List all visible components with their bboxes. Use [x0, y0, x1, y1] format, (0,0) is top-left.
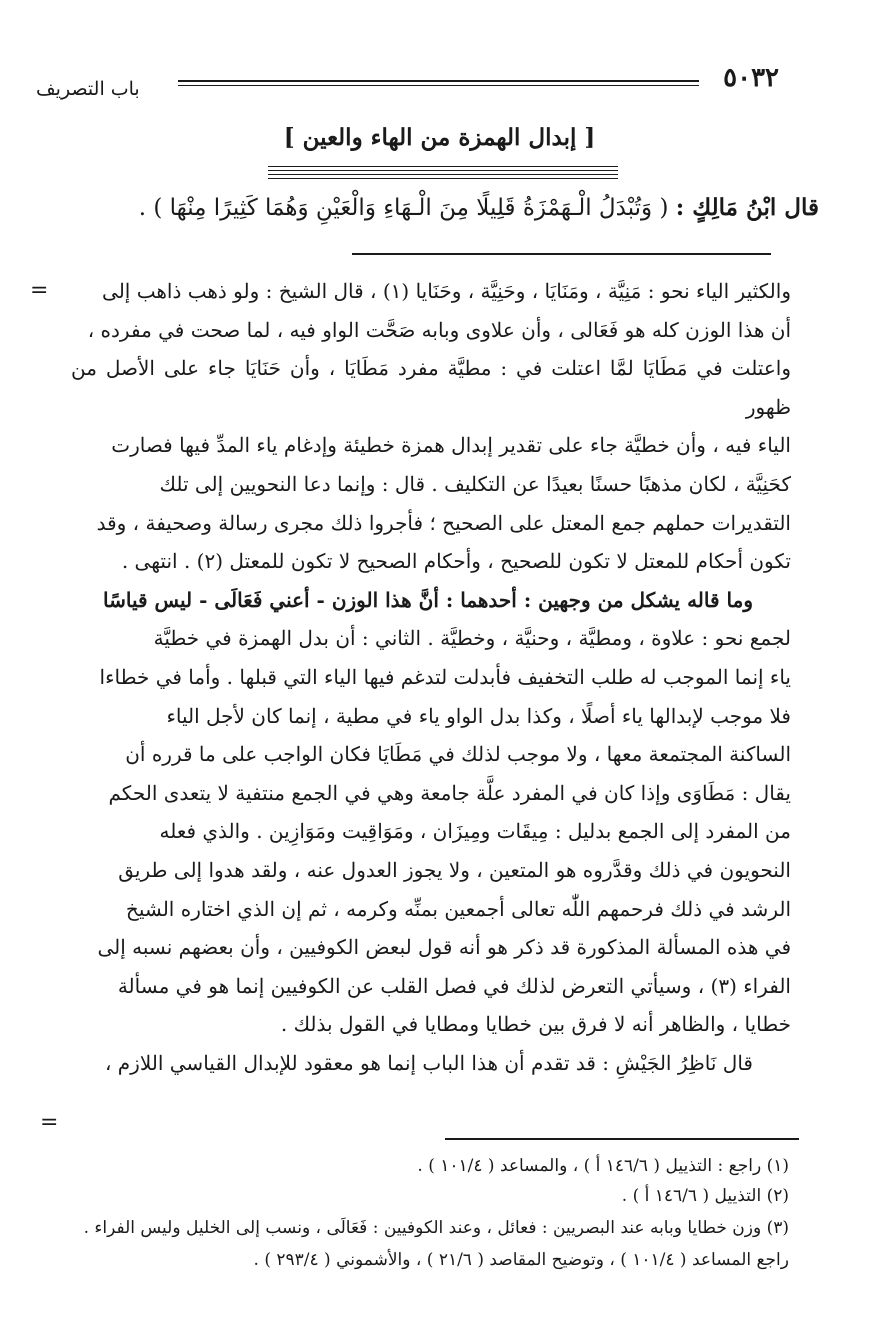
p2-line: الساكنة المجتمعة معها ، ولا موجب لذلك في مَطَايَا فكان الواجب على ما قرره أن	[125, 742, 791, 767]
title-rule-3	[268, 174, 618, 175]
continuation-mark-top: =	[30, 278, 49, 303]
footnote-3-cont: راجع المساعد ( ١٠١/٤ ) ، وتوضيح المقاصد ( ٢١/٦ ) ، والأشموني ( ٢٩٣/٤ ) .	[253, 1250, 789, 1270]
p2-line: الرشد في ذلك فرحمهم اللّٰه تعالى أجمعين بمنِّه وكرمه ، ثم إن الذي اختاره الشيخ	[125, 896, 791, 921]
p2-line: ياء إنما الموجب له طلب التخفيف فأبدلت لتدغم فيها الياء التي قبلها . وأما في خطاءا	[99, 664, 791, 689]
p1-line: أن هذا الوزن كله هو فَعَالى ، وأن علاوى وبابه صَحَّت الواو فيه ، لما صحت في مفرده ،	[87, 317, 791, 342]
p2-line: النحويون في ذلك وقدَّروه هو المتعين ، ولا يجوز العدول عنه ، ولقد هدوا إلى طريق	[118, 857, 791, 882]
p2-line: فلا موجب لإبدالها ياء أصلًا ، وكذا بدل الواو ياء في مطية ، إنما كان لأجل الياء	[166, 703, 791, 728]
p1-line: التقديرات حملهم جمع المعتل على الصحيح ؛ فأجروا ذلك مجرى رسالة وصحيفة ، وقد	[96, 510, 791, 535]
p1-line: كحَنِيَّة ، لكان مذهبًا حسنًا بعيدًا عن التكليف . قال : وإنما دعا النحويين إلى تلك	[159, 471, 791, 496]
p2-line: وما قاله يشكل من وجهين : أحدهما : أنَّ هذا الوزن - أعني فَعَالَى - ليس قياسًا	[103, 587, 753, 612]
p3-line: قال نَاظِرُ الجَيْشِ : قد تقدم أن هذا الباب إنما هو معقود للإبدال القياسي اللازم ،	[104, 1050, 753, 1075]
footnote-2: (٢) التذييل ( ١٤٦/٦ أ ) .	[621, 1186, 789, 1206]
header-rule-thin	[178, 85, 699, 86]
p2-line: في هذه المسألة المذكورة قد ذكر هو أنه قول لبعض الكوفيين ، وأن بعضهم نسبه إلى	[97, 935, 791, 960]
p1-line: والكثير الياء نحو : مَنِيَّة ، ومَنَايَا ، وحَنِيَّة ، وحَنَايا (١) ، قال الشيخ : ولو ذهب ذاهب إلى	[102, 279, 791, 303]
quote-rule	[352, 253, 771, 255]
header-rule	[178, 80, 699, 82]
quote-text: ( وَتُبْدَلُ الْـهَمْزَةُ قَلِيلًا مِنَ الْـهَاءِ وَالْعَيْنِ وَهُمَا كَثِيرًا مِنْهَا ) .	[138, 195, 669, 221]
continuation-mark-bottom: =	[40, 1110, 59, 1135]
p1-line: تكون أحكام للمعتل لا تكون للصحيح ، وأحكام الصحيح لا تكون للمعتل (٢) . انتهى .	[121, 549, 791, 574]
footnote-3: (٣) وزن خطايا وبابه عند البصريين : فعائل ، وعند الكوفيين : فَعَالَى ، ونسب إلى الخليل وليس الفراء .	[83, 1218, 789, 1238]
p1-line: واعتلت في مَطَايَا لمَّا اعتلت في : مطيَّة مفرد مَطَايَا ، وأن حَنَايَا جاء على الأصل من ظهور	[71, 356, 791, 419]
quote-lead: قال ابْنُ مَالِكٍ :	[675, 194, 819, 221]
section-title: [ إبدال الهمزة من الهاء والعين ]	[283, 124, 596, 151]
p1-line: الياء فيه ، وأن خطيَّة جاء على تقدير إبدال همزة خطيئة وإدغام ياء المدِّ فيها فصارت	[111, 433, 791, 458]
p2-line: الفراء (٣) ، وسيأتي التعرض لذلك في فصل القلب عن الكوفيين إنما هو في مسألة	[117, 973, 791, 998]
p2-line: من المفرد إلى الجمع بدليل : مِيقَات ومِيزَان ، ومَوَاقِيت ومَوَازِين . والذي فعله	[159, 819, 791, 844]
chapter-title: باب التصريف	[36, 78, 140, 100]
title-rule-4	[268, 178, 618, 179]
title-rule-2	[268, 170, 618, 171]
footnote-1: (١) راجع : التذييل ( ١٤٦/٦ أ ) ، والمساعد ( ١٠١/٤ ) .	[417, 1156, 789, 1176]
page-number: ٥٠٣٢	[723, 63, 779, 93]
ibn-malik-quote	[39, 194, 819, 221]
p2-line: يقال : مَطَاوَى وإذا كان في المفرد علَّة جامعة وهي في الجمع منتفية لا يتعدى الحكم	[108, 780, 791, 805]
p2-line: لجمع نحو : علاوة ، ومطيَّة ، وحنيَّة ، وخطيَّة . الثاني : أن بدل الهمزة في خطيَّة	[153, 626, 791, 651]
title-rule-1	[268, 166, 618, 167]
p2-line: خطايا ، والظاهر أنه لا فرق بين خطايا ومطايا في القول بذلك .	[280, 1012, 791, 1037]
footnote-rule	[445, 1138, 799, 1140]
body-text	[71, 272, 791, 1082]
